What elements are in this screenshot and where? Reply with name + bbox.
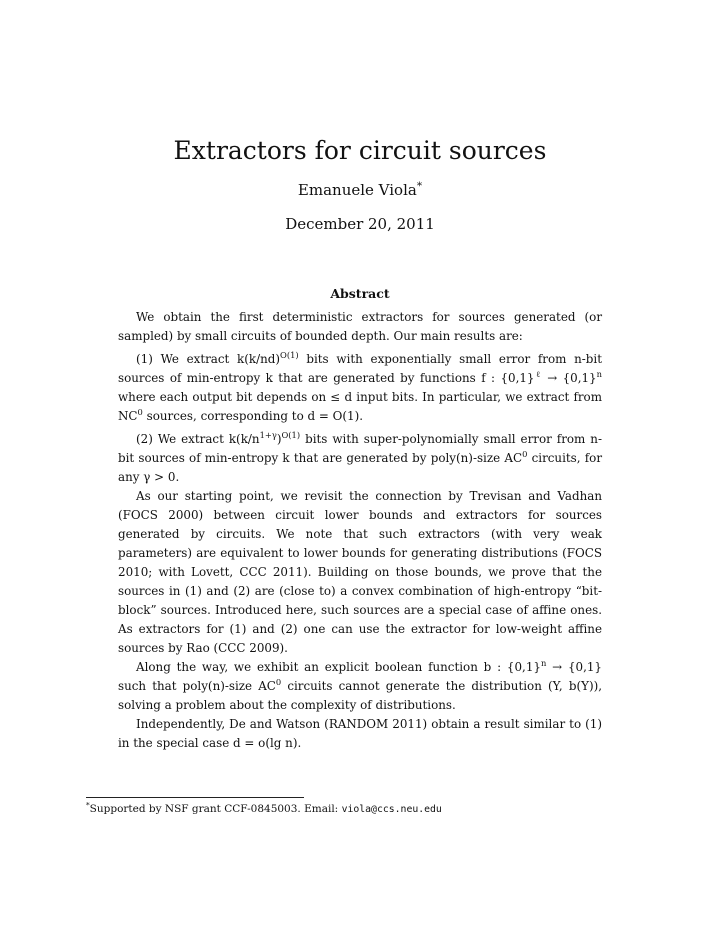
footnote-email-link[interactable]: viola@ccs.neu.edu [341, 804, 442, 815]
footnote-rule [86, 797, 304, 798]
abstract-paragraph: As our starting point, we revisit the connection by Trevisan and Vadhan (FOCS 2000) between circuit lower bounds and extractors for sources generated by circuits. We note that such extractors (with very weak parameters) are equivalent to lower bounds for generating distributions (FOCS 2010; with Lovett, CCC 2011). Building on those bounds, we prove that the sources in (1) and (2) are (close to) a convex combination of high-entropy “bit-block” sources. Introduced here, such sources are a special case of affine ones. As extractors for (1) and (2) one can use the extractor for low-weight affine sources by Rao (CCC 2009). [118, 489, 602, 655]
footnote [86, 802, 646, 817]
footnote-text: Supported by NSF grant CCF-0845003. Email: [89, 803, 342, 815]
abstract-paragraph: We obtain the first deterministic extractors for sources generated (or sampled) by small circuits of bounded depth. Our main results are: [118, 310, 602, 343]
abstract-paragraph: Independently, De and Watson (RANDOM 2011) obtain a result similar to (1) in the special case d = o(lg n). [118, 717, 602, 750]
author-line [0, 181, 720, 199]
paper-date: December 20, 2011 [285, 215, 435, 233]
abstract-paragraph: (1) We extract $k(k/nd)^{O(1)}$ bits with exponentially small error from n-bit sources of min-entropy k that are generated by functions f : $\{0,1\}^\ell \to \{0,1\}^n$ where each output bit depends on ≤ d input bits. In particular, we extract from $NC^0$ sources, corresponding to d = O(1). [118, 350, 602, 423]
abstract-heading: Abstract [330, 286, 390, 301]
abstract-body [118, 308, 602, 753]
author-footnote-mark: * [416, 180, 423, 192]
abstract-paragraph: (2) We extract $k(k/n^{1+\gamma})^{O(1)}$ bits with super-polynomially small error from n-bit sources of min-entropy k that are generated by poly(n)-size $AC^0$ circuits, for any γ > 0. [118, 430, 602, 484]
author-name: Emanuele Viola [297, 181, 417, 199]
abstract-paragraph: Along the way, we exhibit an explicit boolean function b : $\{0,1\}^n \to \{0,1\}$ such that poly(n)-size $AC^0$ circuits cannot generate the distribution (Y, b(Y)), solving a problem about the complexity of distributions. [118, 658, 603, 712]
footnote-mark: * [86, 800, 90, 810]
paper-title: Extractors for circuit sources [173, 136, 547, 165]
